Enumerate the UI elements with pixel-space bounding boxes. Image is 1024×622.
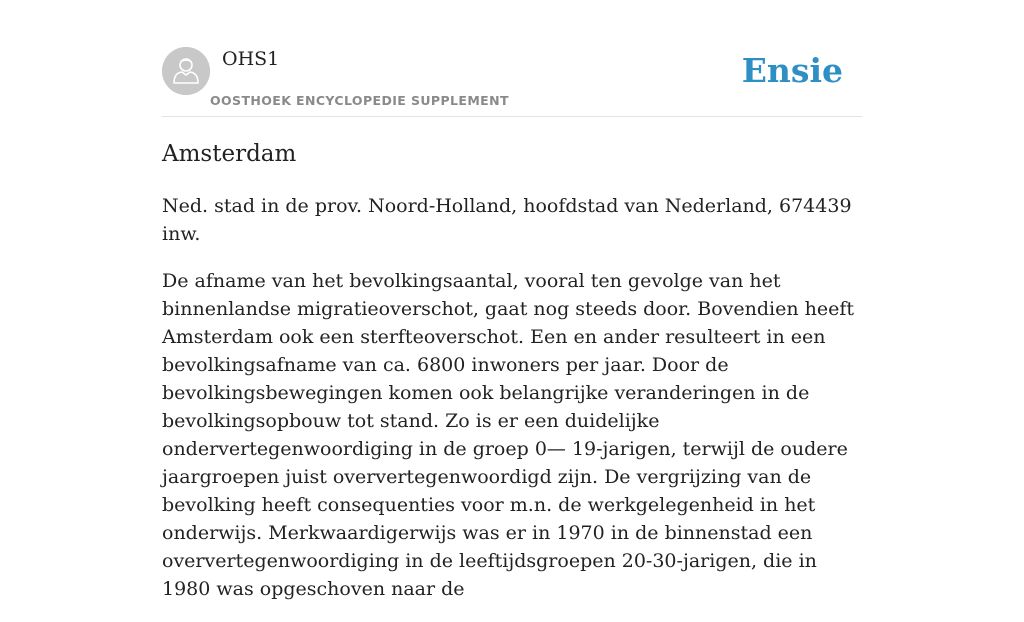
site-logo[interactable]: Ensie — [741, 51, 843, 90]
avatar[interactable] — [162, 47, 210, 95]
article-paragraph: Ned. stad in de prov. Noord-Holland, hoofdstad van Nederland, 674439 inw. — [162, 195, 852, 245]
article-body — [162, 192, 862, 622]
user-icon — [162, 47, 210, 95]
source-label[interactable]: OOSTHOEK ENCYCLOPEDIE SUPPLEMENT — [210, 93, 509, 108]
article-title: Amsterdam — [162, 141, 297, 167]
article-paragraph: De afname van het bevolkingsaantal, vooral ten gevolge van het binnenlandse migratieoverschot, gaat nog steeds door. Bovendien heeft Amsterdam ook een sterfteoverschot. Een en ander resulteert in een bevolkingsafname van ca. 6800 inwoners per jaar. Door de bevolkingsbewegingen komen ook belangrijke veranderingen in de bevolkingsopbouw tot stand. Zo is er een duidelijke ondervertegenwoordiging in de groep 0— 19-jarigen, terwijl de oudere jaargroepen juist oververtegenwoordigd zijn. De vergrijzing van de bevolking heeft consequenties voor m.n. de werkgelegenheid in het onderwijs. Merkwaardigerwijs was er in 1970 in de binnenstad een oververtegenwoordiging in de leeftijdsgroepen 20-30-jarigen, die in 1980 was opgeschoven naar de — [162, 270, 855, 600]
author-name[interactable]: OHS1 — [222, 48, 280, 70]
header — [162, 47, 862, 117]
